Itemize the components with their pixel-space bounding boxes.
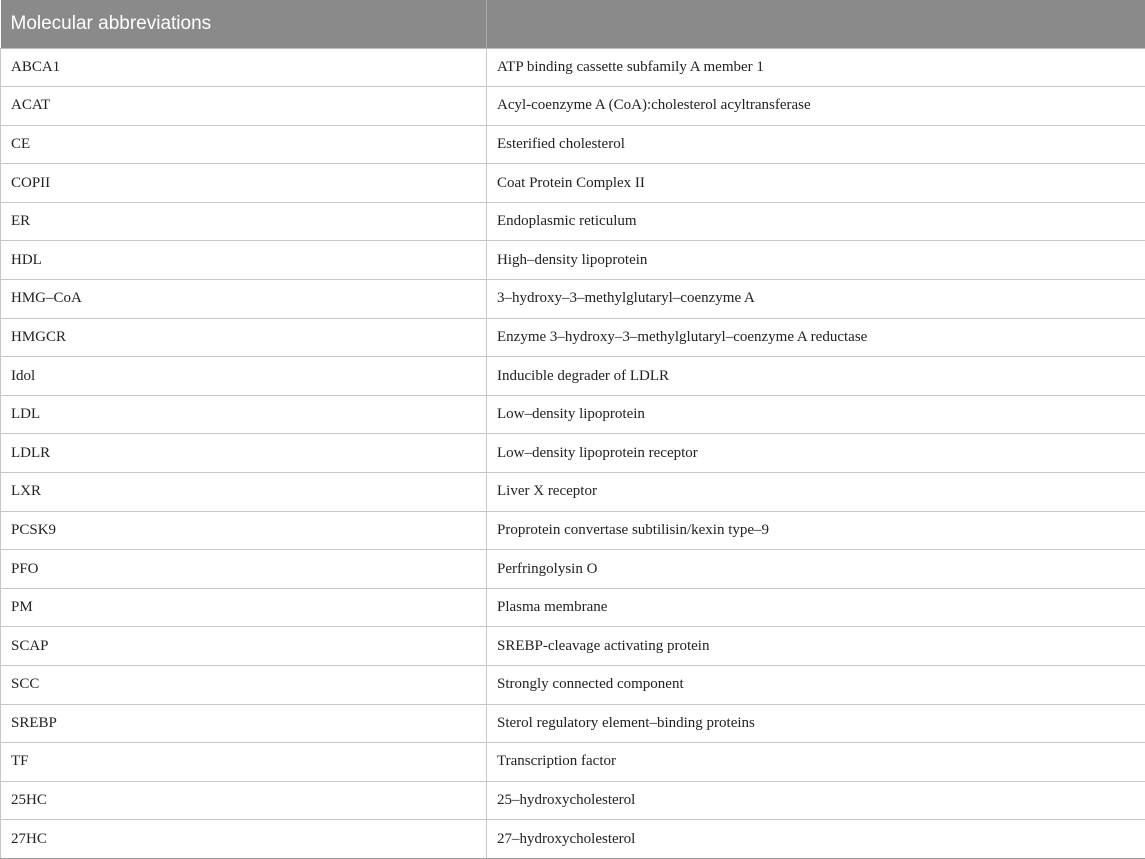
description-cell: Plasma membrane: [487, 588, 1145, 627]
abbreviation-cell: LXR: [1, 473, 487, 512]
table-row: [1, 473, 1145, 512]
table-row: [1, 125, 1145, 164]
table-row: [1, 357, 1145, 396]
header-abbreviation: Molecular abbreviations: [1, 0, 487, 48]
table-row: [1, 395, 1145, 434]
table-row: [1, 87, 1145, 126]
table-row: [1, 48, 1145, 87]
abbreviation-cell: SREBP: [1, 704, 487, 743]
description-cell: 3–hydroxy–3–methylglutaryl–coenzyme A: [487, 280, 1145, 319]
description-cell: SREBP-cleavage activating protein: [487, 627, 1145, 666]
header-row: [1, 0, 1145, 48]
abbreviation-cell: HDL: [1, 241, 487, 280]
description-cell: Transcription factor: [487, 743, 1145, 782]
abbreviation-cell: PFO: [1, 550, 487, 589]
header-description: [487, 0, 1145, 48]
abbreviation-cell: PCSK9: [1, 511, 487, 550]
abbreviation-cell: ABCA1: [1, 48, 487, 87]
abbreviation-cell: ER: [1, 202, 487, 241]
abbreviation-cell: 25HC: [1, 781, 487, 820]
abbreviation-cell: COPII: [1, 164, 487, 203]
description-cell: Perfringolysin O: [487, 550, 1145, 589]
table-row: [1, 280, 1145, 319]
table-row: [1, 666, 1145, 705]
abbreviation-cell: HMGCR: [1, 318, 487, 357]
abbreviation-cell: 27HC: [1, 820, 487, 859]
table-header: [1, 0, 1145, 48]
table-row: [1, 743, 1145, 782]
description-cell: 27–hydroxycholesterol: [487, 820, 1145, 859]
abbreviation-cell: LDL: [1, 395, 487, 434]
description-cell: Esterified cholesterol: [487, 125, 1145, 164]
table-row: [1, 318, 1145, 357]
table-row: [1, 704, 1145, 743]
description-cell: Enzyme 3–hydroxy–3–methylglutaryl–coenzyme A reductase: [487, 318, 1145, 357]
abbreviation-cell: PM: [1, 588, 487, 627]
abbreviation-cell: SCAP: [1, 627, 487, 666]
abbreviation-cell: LDLR: [1, 434, 487, 473]
abbreviation-cell: TF: [1, 743, 487, 782]
table-row: [1, 588, 1145, 627]
description-cell: Liver X receptor: [487, 473, 1145, 512]
abbreviation-cell: Idol: [1, 357, 487, 396]
description-cell: Acyl-coenzyme A (CoA):cholesterol acyltransferase: [487, 87, 1145, 126]
table-row: [1, 164, 1145, 203]
table-row: [1, 820, 1145, 859]
table-row: [1, 781, 1145, 820]
abbreviation-cell: HMG–CoA: [1, 280, 487, 319]
table-row: [1, 202, 1145, 241]
description-cell: Sterol regulatory element–binding proteins: [487, 704, 1145, 743]
table-row: [1, 627, 1145, 666]
description-cell: Proprotein convertase subtilisin/kexin type–9: [487, 511, 1145, 550]
abbreviation-cell: SCC: [1, 666, 487, 705]
table-body: [1, 48, 1145, 858]
description-cell: Endoplasmic reticulum: [487, 202, 1145, 241]
table-row: [1, 550, 1145, 589]
description-cell: Strongly connected component: [487, 666, 1145, 705]
table-row: [1, 511, 1145, 550]
description-cell: Coat Protein Complex II: [487, 164, 1145, 203]
description-cell: High–density lipoprotein: [487, 241, 1145, 280]
abbreviation-cell: ACAT: [1, 87, 487, 126]
abbreviation-cell: CE: [1, 125, 487, 164]
description-cell: 25–hydroxycholesterol: [487, 781, 1145, 820]
description-cell: Low–density lipoprotein: [487, 395, 1145, 434]
description-cell: ATP binding cassette subfamily A member 1: [487, 48, 1145, 87]
table-row: [1, 241, 1145, 280]
description-cell: Inducible degrader of LDLR: [487, 357, 1145, 396]
table-row: [1, 434, 1145, 473]
description-cell: Low–density lipoprotein receptor: [487, 434, 1145, 473]
